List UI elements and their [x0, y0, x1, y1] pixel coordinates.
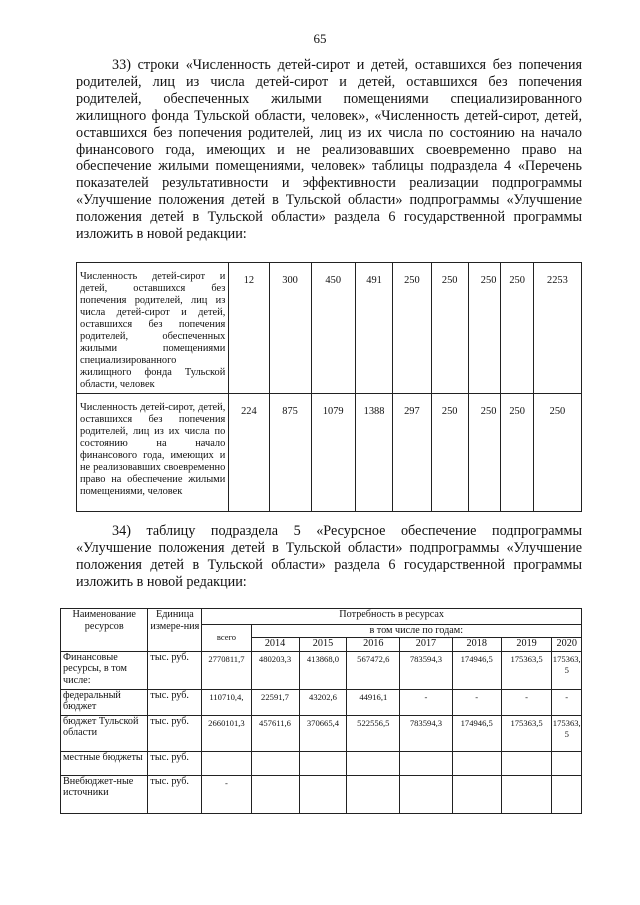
cell: 250 — [533, 394, 581, 512]
year-header: 2018 — [452, 637, 501, 651]
cell: 2770811,7 — [202, 651, 251, 689]
cell: 2660101,3 — [202, 715, 251, 751]
cell: 224 — [229, 394, 269, 512]
cell: 250 — [468, 263, 501, 394]
cell: 1388 — [355, 394, 392, 512]
table-row — [77, 394, 582, 512]
row-name: бюджет Тульской области — [61, 715, 148, 751]
cell: 175363,5 — [501, 651, 552, 689]
cell: - — [552, 689, 582, 715]
cell: 250 — [431, 394, 468, 512]
cell: 250 — [431, 263, 468, 394]
cell: 44916,1 — [347, 689, 400, 715]
resources-table — [60, 608, 582, 814]
cell — [202, 751, 251, 775]
paragraph-33-text: 33) строки «Численность детей-сирот и детей, оставшихся без попечения родителей, лиц из числа детей-сирот и детей, оставшихся без попечения родителей, обеспеченных жилыми помещениями специализированного жилищного фонда Тульской области, человек», «Численность детей-сирот, детей, оставшихся без попечения родителей, лиц из их числа по состоянию на начало финансового года, имеющих и не реализовавших своевременно право на обеспечение жилыми помещениями, человек» таблицы подраздела 4 «Перечень показателей результативности и эффективности реализации подпрограммы «Улучшение положения детей в Тульской области» подпрограммы «Улучшение положения детей в Тульской области» раздела 6 государственной программы изложить в новой редакции: — [76, 57, 582, 243]
cell: 43202,6 — [299, 689, 347, 715]
cell — [452, 751, 501, 775]
cell — [299, 751, 347, 775]
row-unit: тыс. руб. — [148, 715, 202, 751]
cell: 522556,5 — [347, 715, 400, 751]
cell: 174946,5 — [452, 715, 501, 751]
cell: 450 — [311, 263, 355, 394]
table-row — [77, 263, 582, 394]
cell — [452, 775, 501, 813]
table-row — [61, 689, 582, 715]
cell: 1079 — [311, 394, 355, 512]
cell: 250 — [501, 263, 533, 394]
table-row — [61, 715, 582, 751]
cell: 875 — [269, 394, 311, 512]
cell: 567472,6 — [347, 651, 400, 689]
row-unit: тыс. руб. — [148, 689, 202, 715]
header-name: Наименование ресурсов — [61, 609, 148, 652]
cell — [552, 751, 582, 775]
paragraph-34-text: 34) таблицу подраздела 5 «Ресурсное обеспечение подпрограммы «Улучшение положения детей в Тульской области» подпрограммы «Улучшение положения детей в Тульской области» раздела 6 государственной программы изложить в новой редакции: — [76, 523, 582, 590]
cell — [501, 775, 552, 813]
cell: - — [202, 775, 251, 813]
table-row — [61, 751, 582, 775]
row-name: местные бюджеты — [61, 751, 148, 775]
cell: 457611,6 — [251, 715, 299, 751]
cell: 300 — [269, 263, 311, 394]
row-unit: тыс. руб. — [148, 751, 202, 775]
cell: 110710,4, — [202, 689, 251, 715]
year-header: 2017 — [400, 637, 453, 651]
year-header: 2016 — [347, 637, 400, 651]
header-total: всего — [202, 625, 251, 652]
cell: 783594,3 — [400, 715, 453, 751]
row-name: Внебюджет-ные источники — [61, 775, 148, 813]
year-header: 2020 — [552, 637, 582, 651]
cell: - — [501, 689, 552, 715]
cell: 480203,3 — [251, 651, 299, 689]
header-unit: Единица измере-ния — [148, 609, 202, 652]
header-need: Потребность в ресурсах — [202, 609, 582, 625]
cell — [400, 751, 453, 775]
paragraph-34 — [76, 523, 582, 591]
cell: 250 — [501, 394, 533, 512]
cell — [251, 775, 299, 813]
cell: 783594,3 — [400, 651, 453, 689]
cell: 12 — [229, 263, 269, 394]
row-unit: тыс. руб. — [148, 775, 202, 813]
cell — [347, 751, 400, 775]
year-header: 2019 — [501, 637, 552, 651]
cell: - — [452, 689, 501, 715]
page-number: 65 — [313, 31, 327, 46]
cell: 174946,5 — [452, 651, 501, 689]
indicators-table — [76, 262, 582, 512]
table-row — [61, 775, 582, 813]
cell — [299, 775, 347, 813]
cell — [501, 751, 552, 775]
header-by-years: в том числе по годам: — [251, 625, 581, 638]
cell — [251, 751, 299, 775]
year-header: 2015 — [299, 637, 347, 651]
cell: 297 — [393, 394, 431, 512]
cell: 175363,5 — [552, 651, 582, 689]
cell: 370665,4 — [299, 715, 347, 751]
row-name: федеральный бюджет — [61, 689, 148, 715]
cell — [347, 775, 400, 813]
year-header: 2014 — [251, 637, 299, 651]
table-row — [61, 651, 582, 689]
row-label: Численность детей-сирот, детей, оставшихся без попечения родителей, лиц из их числа по состоянию на начало финансового года, имеющих и не реализовавших своевременно право на обеспечение жилыми помещениями, человек — [77, 394, 229, 512]
cell — [552, 775, 582, 813]
cell: 22591,7 — [251, 689, 299, 715]
cell: 175363,5 — [552, 715, 582, 751]
paragraph-33 — [76, 57, 582, 243]
cell: 250 — [393, 263, 431, 394]
header-row — [61, 609, 582, 625]
cell: 250 — [468, 394, 501, 512]
cell: 491 — [355, 263, 392, 394]
row-name: Финансовые ресурсы, в том числе: — [61, 651, 148, 689]
cell — [400, 775, 453, 813]
cell: 413868,0 — [299, 651, 347, 689]
cell: 2253 — [533, 263, 581, 394]
row-unit: тыс. руб. — [148, 651, 202, 689]
cell: 175363,5 — [501, 715, 552, 751]
row-label: Численность детей-сирот и детей, оставшихся без попечения родителей, лиц из числа детей-сирот и детей, оставшихся без попечения родителей, обеспеченных жилыми помещениями специализированного жилищного фонда Тульской области, человек — [77, 263, 229, 394]
cell: - — [400, 689, 453, 715]
